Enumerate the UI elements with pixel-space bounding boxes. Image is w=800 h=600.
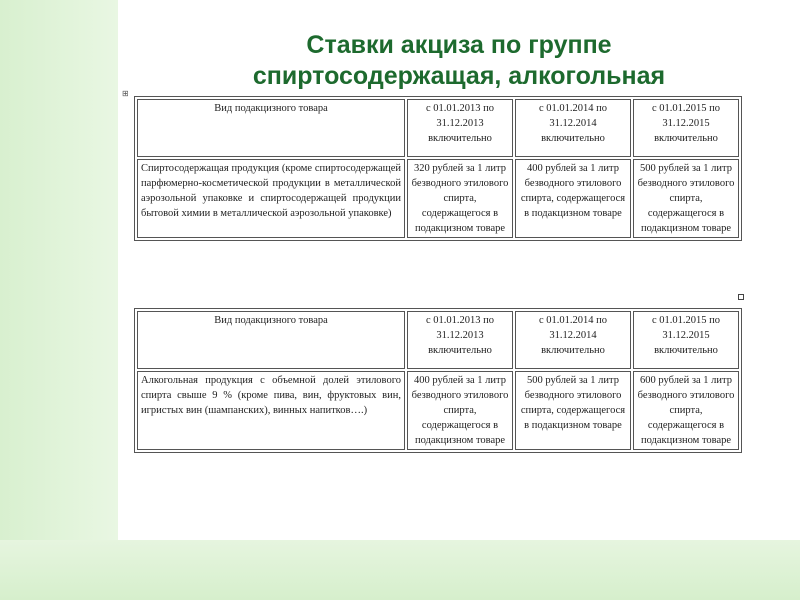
- header-product-type: Вид подакцизного товара: [137, 99, 405, 157]
- header-period-2013: с 01.01.2013 по 31.12.2013 включительно: [407, 311, 513, 369]
- left-decor-band: [0, 0, 118, 540]
- header-period-2014: с 01.01.2014 по 31.12.2014 включительно: [515, 311, 631, 369]
- table-resize-handle-icon[interactable]: [738, 294, 744, 300]
- slide: [118, 0, 800, 540]
- rate-2015: 600 рублей за 1 литр безводного этилового спирта, содержащегося в подакцизном товаре: [633, 371, 739, 450]
- header-period-2014: с 01.01.2014 по 31.12.2014 включительно: [515, 99, 631, 157]
- header-period-2015: с 01.01.2015 по 31.12.2015 включительно: [633, 99, 739, 157]
- title-line-2: спиртосодержащая, алкогольная: [252, 62, 666, 90]
- rate-2014: 500 рублей за 1 литр безводного этилового спирта, содержащегося в подакцизном товаре: [515, 371, 631, 450]
- table-row: [137, 159, 739, 238]
- slide-title: [118, 30, 800, 92]
- rate-2014: 400 рублей за 1 литр безводного этилового спирта, содержащегося в подакцизном товаре: [515, 159, 631, 238]
- header-period-2013: с 01.01.2013 по 31.12.2013 включительно: [407, 99, 513, 157]
- header-product-type: Вид подакцизного товара: [137, 311, 405, 369]
- rate-2013: 320 рублей за 1 литр безводного этилового спирта, содержащегося в подакцизном товаре: [407, 159, 513, 238]
- table-move-handle-icon[interactable]: ⊞: [122, 89, 129, 98]
- excise-table-alcohol: [134, 308, 742, 453]
- rate-2015: 500 рублей за 1 литр безводного этилового спирта, содержащегося в подакцизном товаре: [633, 159, 739, 238]
- title-line-1: Ставки акциза по группе: [306, 31, 612, 59]
- excise-table-spirit: [134, 96, 742, 241]
- product-description: Алкогольная продукция с объемной долей этилового спирта свыше 9 % (кроме пива, вин, фруктовых вин, игристых вин (шампанских), винных напитков….): [137, 371, 405, 450]
- product-description: Спиртосодержащая продукция (кроме спиртосодержащей парфюмерно-косметической продукции в металлической аэрозольной упаковке и спиртосодержащей продукции бытовой химии в металлической аэрозольной упаковке): [137, 159, 405, 238]
- bottom-decor-band: [0, 540, 800, 600]
- rate-2013: 400 рублей за 1 литр безводного этилового спирта, содержащегося в подакцизном товаре: [407, 371, 513, 450]
- table-header-row: [137, 99, 739, 157]
- table-header-row: [137, 311, 739, 369]
- table-row: [137, 371, 739, 450]
- header-period-2015: с 01.01.2015 по 31.12.2015 включительно: [633, 311, 739, 369]
